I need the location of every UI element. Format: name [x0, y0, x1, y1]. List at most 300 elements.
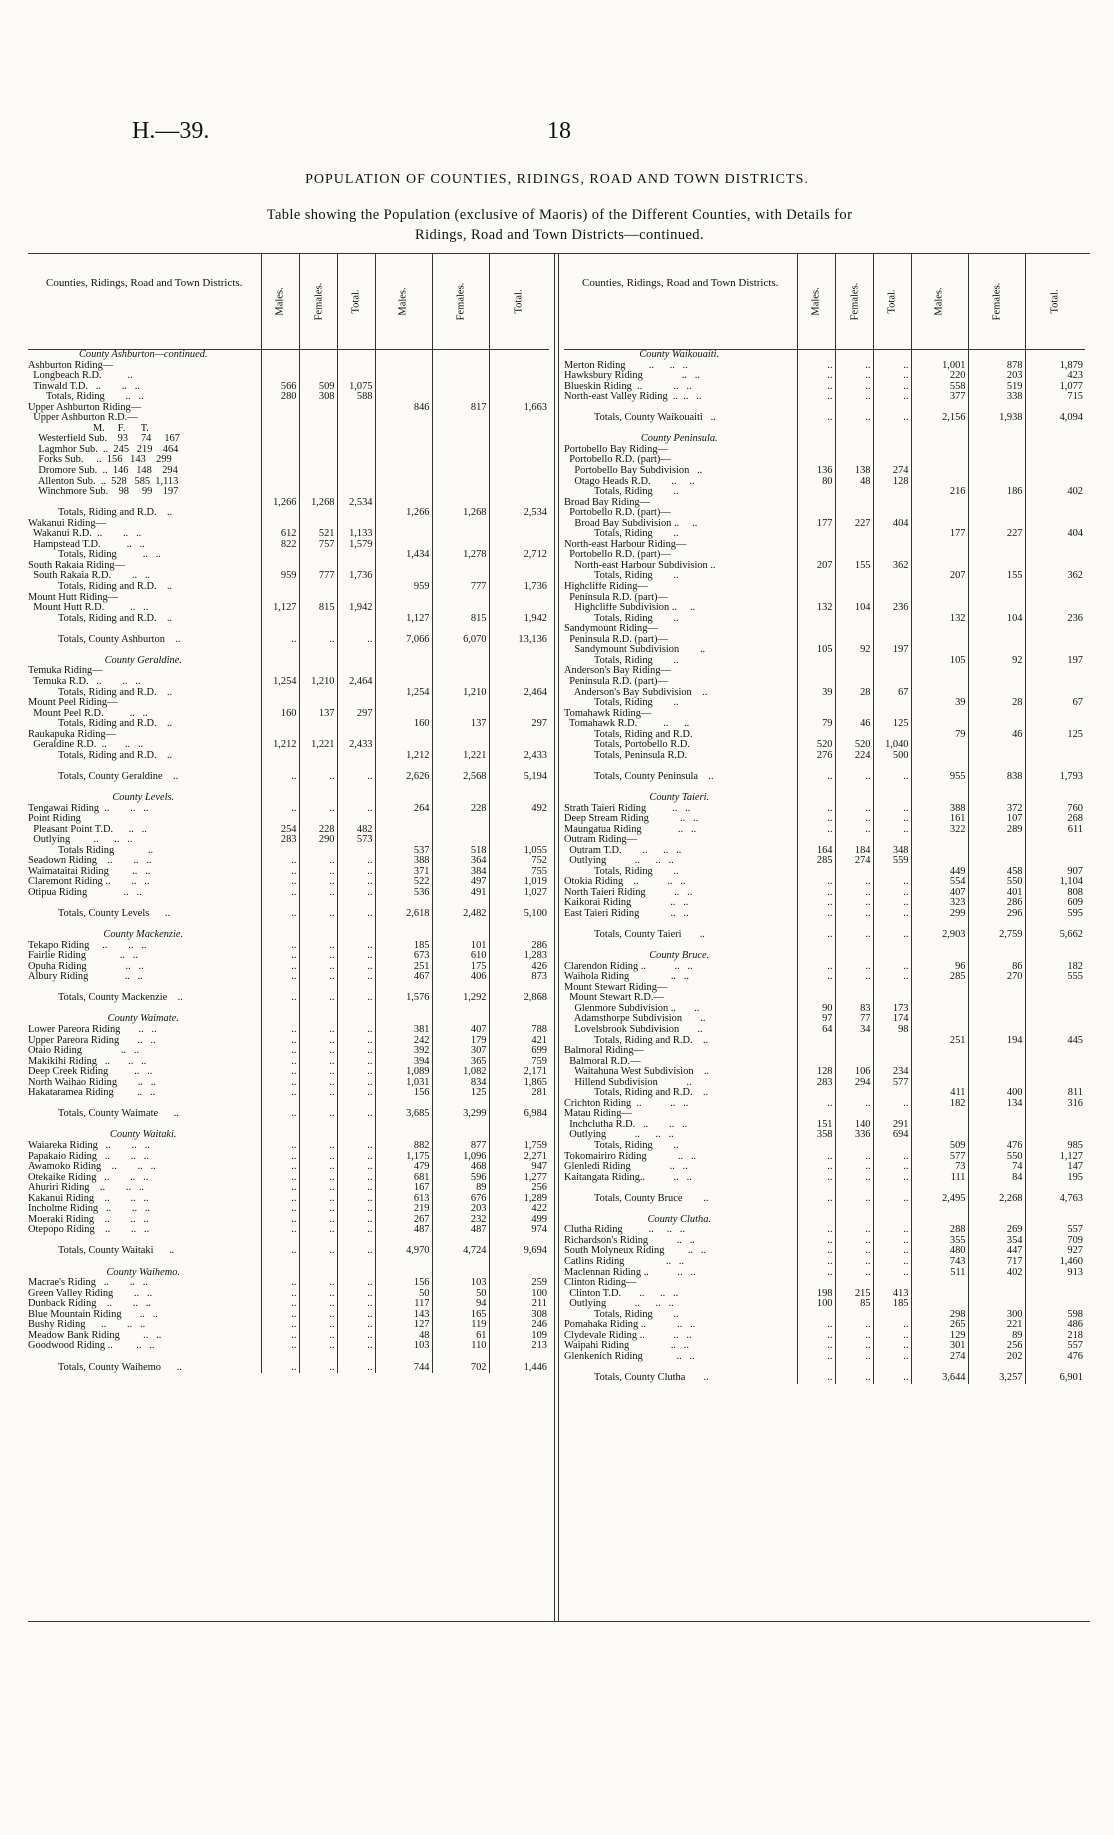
district-name-cell: Totals, County Peninsula ..: [594, 771, 714, 782]
district-name-cell: Portobello R.D. (part)—: [564, 508, 671, 519]
table-row: [28, 382, 549, 393]
total-cell: ..: [873, 413, 911, 424]
district-name-cell: Totals, County Levels ..: [58, 908, 171, 919]
spacer-row: [28, 1004, 549, 1015]
males-cell: ..: [261, 1036, 299, 1047]
table-row: [564, 719, 1085, 730]
females-2-cell: 384: [432, 867, 489, 878]
males-cell: [261, 1268, 299, 1279]
females-2-cell: [968, 434, 1025, 445]
females-2-cell: [432, 1099, 489, 1110]
males-2-cell: 537: [375, 846, 432, 857]
district-name-cell: Raukapuka Riding—: [28, 729, 117, 740]
total-cell: [337, 582, 375, 593]
district-name-cell: Totals, Riding ..: [594, 571, 679, 582]
total-2-cell: [1025, 751, 1085, 762]
females-2-cell: [968, 508, 1025, 519]
district-name-cell: Westerfield Sub. 93 74 167: [28, 434, 180, 445]
total-cell: 98: [873, 1025, 911, 1036]
females-2-cell: [432, 624, 489, 635]
males-cell: [261, 698, 299, 709]
females-cell: 308: [299, 392, 337, 403]
females-2-cell: [968, 466, 1025, 477]
table-row: [28, 1141, 549, 1152]
males-cell: [261, 561, 299, 572]
males-2-cell: 96: [911, 962, 968, 973]
district-name-cell: Hillend Subdivision ..: [564, 1077, 692, 1088]
males-cell: ..: [261, 1310, 299, 1321]
district-name-cell: Hakataramea Riding .. ..: [28, 1088, 156, 1099]
females-2-cell: 232: [432, 1215, 489, 1226]
total-cell: ..: [337, 1341, 375, 1352]
males-cell: ..: [261, 1194, 299, 1205]
spacer-row: [28, 1257, 549, 1268]
males-2-cell: [911, 846, 968, 857]
females-cell: [299, 624, 337, 635]
males-2-cell: [911, 1204, 968, 1215]
total-cell: ..: [873, 1099, 911, 1110]
females-cell: ..: [299, 1078, 337, 1089]
males-cell: ..: [261, 1204, 299, 1215]
table-row: [564, 1004, 1085, 1015]
females-2-cell: 101: [432, 941, 489, 952]
total-cell: [337, 593, 375, 604]
males-cell: [261, 614, 299, 625]
males-2-cell: [911, 1057, 968, 1068]
total-cell: [337, 477, 375, 488]
females-2-cell: 519: [968, 382, 1025, 393]
females-cell: [299, 1120, 337, 1131]
total-2-cell: 1,019: [489, 877, 549, 888]
females-2-cell: [968, 540, 1025, 551]
males-2-cell: [911, 624, 968, 635]
total-2-cell: [489, 455, 549, 466]
column-header-females: Females.: [835, 253, 873, 350]
total-cell: [337, 1120, 375, 1131]
females-cell: ..: [835, 772, 873, 783]
district-name-cell: [28, 1099, 261, 1110]
total-cell: [337, 371, 375, 382]
males-cell: [261, 898, 299, 909]
females-cell: [299, 593, 337, 604]
total-cell: ..: [873, 909, 911, 920]
total-cell: [873, 571, 911, 582]
column-header-total-2: Total.: [1025, 253, 1085, 350]
females-cell: 290: [299, 835, 337, 846]
totals-row: [564, 571, 1085, 582]
males-2-cell: 251: [375, 962, 432, 973]
total-2-cell: 611: [1025, 825, 1085, 836]
district-name-cell: Hampstead T.D. .. ..: [28, 539, 145, 550]
males-2-cell: [375, 730, 432, 741]
males-2-cell: [375, 571, 432, 582]
females-2-cell: 402: [968, 1268, 1025, 1279]
spacer-row: [564, 424, 1085, 435]
total-2-cell: 2,464: [489, 688, 549, 699]
females-2-cell: 46: [968, 730, 1025, 741]
females-2-cell: [432, 698, 489, 709]
males-cell: [797, 434, 835, 445]
total-cell: ..: [873, 888, 911, 899]
males-cell: ..: [797, 962, 835, 973]
table-row: [564, 1268, 1085, 1279]
district-name-cell: Mount Hutt Riding—: [28, 592, 119, 603]
males-2-cell: [375, 835, 432, 846]
total-2-cell: 907: [1025, 867, 1085, 878]
males-cell: 100: [797, 1299, 835, 1310]
males-cell: [797, 666, 835, 677]
district-name-cell: Balmoral R.D.—: [564, 1056, 641, 1067]
total-cell: [337, 455, 375, 466]
females-cell: ..: [835, 1257, 873, 1268]
district-name-cell: County Bruce.: [649, 951, 710, 962]
total-2-cell: [489, 487, 549, 498]
total-2-cell: 1,759: [489, 1141, 549, 1152]
table-row: [28, 1173, 549, 1184]
total-2-cell: 1,446: [489, 1363, 549, 1374]
males-cell: ..: [261, 993, 299, 1004]
total-2-cell: 2,712: [489, 550, 549, 561]
females-cell: ..: [835, 972, 873, 983]
females-2-cell: 84: [968, 1173, 1025, 1184]
column-header-total: Total.: [873, 253, 911, 350]
males-cell: [797, 656, 835, 667]
district-name-cell: Upper Ashburton R.D.—: [28, 413, 138, 424]
females-cell: [299, 730, 337, 741]
females-cell: ..: [835, 930, 873, 941]
district-name-cell: [564, 403, 797, 414]
males-2-cell: 2,618: [375, 909, 432, 920]
females-2-cell: [968, 751, 1025, 762]
total-2-cell: 297: [489, 719, 549, 730]
total-cell: [873, 1183, 911, 1194]
district-name-cell: [28, 983, 261, 994]
males-2-cell: [911, 993, 968, 1004]
males-cell: [261, 688, 299, 699]
total-cell: ..: [337, 951, 375, 962]
district-name-cell: Outlying .. .. ..: [564, 1130, 674, 1141]
district-name-cell: County Clutha.: [647, 1214, 711, 1225]
males-2-cell: 1,576: [375, 993, 432, 1004]
totals-row: [564, 751, 1085, 762]
males-cell: 128: [797, 1067, 835, 1078]
county-heading-row: [28, 793, 549, 804]
females-2-cell: [968, 1278, 1025, 1289]
total-cell: ..: [337, 1363, 375, 1374]
district-name-cell: Opuha Riding .. ..: [28, 961, 144, 972]
males-cell: 283: [261, 835, 299, 846]
total-2-cell: 1,289: [489, 1194, 549, 1205]
total-2-cell: [489, 898, 549, 909]
table-row: [28, 1036, 549, 1047]
females-cell: 77: [835, 1014, 873, 1025]
males-2-cell: 394: [375, 1057, 432, 1068]
district-name-cell: Peninsula R.D. (part)—: [564, 676, 668, 687]
females-cell: 227: [835, 519, 873, 530]
females-cell: ..: [299, 972, 337, 983]
females-2-cell: 175: [432, 962, 489, 973]
total-2-cell: [489, 466, 549, 477]
males-cell: [261, 1130, 299, 1141]
total-cell: ..: [337, 1141, 375, 1152]
males-cell: ..: [261, 1141, 299, 1152]
total-2-cell: [489, 656, 549, 667]
males-2-cell: [375, 361, 432, 372]
column-header-males: Males.: [797, 253, 835, 350]
females-cell: 509: [299, 382, 337, 393]
females-cell: [835, 993, 873, 1004]
district-name-cell: [28, 1004, 261, 1015]
males-cell: [261, 424, 299, 435]
table-row: [564, 709, 1085, 720]
males-cell: [261, 983, 299, 994]
females-2-cell: 838: [968, 772, 1025, 783]
females-cell: [835, 666, 873, 677]
males-cell: [261, 593, 299, 604]
total-2-cell: 927: [1025, 1246, 1085, 1257]
table-row: [564, 455, 1085, 466]
males-cell: 105: [797, 645, 835, 656]
total-2-cell: 555: [1025, 972, 1085, 983]
males-2-cell: [375, 793, 432, 804]
total-2-cell: 445: [1025, 1036, 1085, 1047]
district-name-cell: [564, 1183, 797, 1194]
males-2-cell: 1,031: [375, 1078, 432, 1089]
females-2-cell: 89: [968, 1331, 1025, 1342]
total-cell: [873, 730, 911, 741]
females-cell: [299, 719, 337, 730]
column-header-total: Total.: [337, 253, 375, 350]
table-row: [28, 1331, 549, 1342]
total-cell: [873, 761, 911, 772]
males-cell: ..: [261, 951, 299, 962]
table-row: [28, 972, 549, 983]
females-2-cell: [432, 730, 489, 741]
females-cell: 777: [299, 571, 337, 582]
county-heading-row: [28, 1130, 549, 1141]
males-2-cell: 103: [375, 1341, 432, 1352]
males-2-cell: 207: [911, 571, 968, 582]
table-row: [28, 477, 549, 488]
males-cell: ..: [261, 867, 299, 878]
totals-row: [28, 1109, 549, 1120]
total-2-cell: [489, 445, 549, 456]
spacer-row: [564, 761, 1085, 772]
females-cell: ..: [299, 1246, 337, 1257]
table-row: [564, 1225, 1085, 1236]
total-2-cell: 811: [1025, 1088, 1085, 1099]
males-cell: [261, 645, 299, 656]
males-2-cell: 1,001: [911, 361, 968, 372]
table-row: [564, 550, 1085, 561]
females-2-cell: [968, 455, 1025, 466]
table-row: [28, 835, 549, 846]
district-name-cell: Balmoral Riding—: [564, 1046, 644, 1057]
total-cell: 577: [873, 1078, 911, 1089]
females-2-cell: [432, 361, 489, 372]
total-2-cell: [1025, 856, 1085, 867]
males-cell: [797, 529, 835, 540]
females-2-cell: [432, 529, 489, 540]
males-cell: ..: [797, 1373, 835, 1384]
total-cell: 291: [873, 1120, 911, 1131]
males-cell: ..: [261, 962, 299, 973]
total-cell: [873, 593, 911, 604]
males-2-cell: [911, 793, 968, 804]
spacer-row: [564, 941, 1085, 952]
district-name-cell: Totals, Riding and R.D. ..: [594, 1035, 709, 1046]
males-cell: ..: [797, 1194, 835, 1205]
total-2-cell: 913: [1025, 1268, 1085, 1279]
total-2-cell: [489, 677, 549, 688]
males-2-cell: 299: [911, 909, 968, 920]
right-header-row: [564, 253, 1085, 350]
females-cell: ..: [835, 382, 873, 393]
males-2-cell: 388: [375, 856, 432, 867]
total-cell: [873, 487, 911, 498]
total-cell: ..: [873, 1236, 911, 1247]
total-2-cell: 759: [489, 1057, 549, 1068]
males-cell: [261, 550, 299, 561]
males-2-cell: [375, 761, 432, 772]
females-cell: [299, 361, 337, 372]
males-2-cell: 744: [375, 1363, 432, 1374]
total-2-cell: 699: [489, 1046, 549, 1057]
district-name-cell: Totals, County Ashburton ..: [58, 634, 181, 645]
females-cell: [299, 656, 337, 667]
females-2-cell: [432, 835, 489, 846]
total-2-cell: 286: [489, 941, 549, 952]
males-cell: ..: [797, 1320, 835, 1331]
total-cell: [873, 677, 911, 688]
table-row: [564, 624, 1085, 635]
total-cell: [337, 920, 375, 931]
males-2-cell: 301: [911, 1341, 968, 1352]
females-cell: [835, 983, 873, 994]
district-name-cell: Clydevale Riding .. .. ..: [564, 1330, 692, 1341]
total-cell: [873, 403, 911, 414]
females-2-cell: [968, 709, 1025, 720]
total-cell: ..: [337, 635, 375, 646]
females-cell: 137: [299, 709, 337, 720]
males-2-cell: 7,066: [375, 635, 432, 646]
females-cell: [835, 1109, 873, 1120]
females-2-cell: [968, 550, 1025, 561]
district-name-cell: Otaio Riding .. ..: [28, 1046, 140, 1057]
district-name-cell: Lower Pareora Riding .. ..: [28, 1025, 157, 1035]
males-2-cell: 511: [911, 1268, 968, 1279]
table-row: [564, 1057, 1085, 1068]
females-2-cell: 1,278: [432, 550, 489, 561]
total-cell: [337, 645, 375, 656]
total-cell: ..: [337, 867, 375, 878]
table-row: [564, 519, 1085, 530]
males-cell: ..: [797, 1257, 835, 1268]
total-cell: ..: [873, 1194, 911, 1205]
total-cell: [873, 529, 911, 540]
total-2-cell: [1025, 1183, 1085, 1194]
males-2-cell: [911, 1120, 968, 1131]
district-name-cell: [564, 1204, 797, 1215]
total-2-cell: 213: [489, 1341, 549, 1352]
table-row: [28, 951, 549, 962]
district-name-cell: County Levels.: [112, 792, 175, 803]
females-2-cell: 165: [432, 1310, 489, 1321]
females-2-cell: 676: [432, 1194, 489, 1205]
total-2-cell: 1,460: [1025, 1257, 1085, 1268]
total-cell: 125: [873, 719, 911, 730]
district-name-cell: Totals, Riding ..: [594, 529, 679, 540]
table-row: [564, 846, 1085, 857]
total-cell: [337, 730, 375, 741]
females-cell: ..: [835, 1194, 873, 1205]
males-2-cell: 392: [375, 1046, 432, 1057]
table-row: [564, 993, 1085, 1004]
table-row: [28, 498, 549, 509]
males-cell: [797, 455, 835, 466]
total-2-cell: [1025, 624, 1085, 635]
females-2-cell: [968, 793, 1025, 804]
total-cell: [337, 698, 375, 709]
females-2-cell: [968, 498, 1025, 509]
table-row: [28, 804, 549, 815]
table-row: [564, 856, 1085, 867]
spacer-row: [28, 624, 549, 635]
subtitle-line-1: Table showing the Population (exclusive of Maoris) of the Different Counties, with Details for: [266, 207, 853, 223]
district-name-cell: Forks Sub. .. 156 143 299: [28, 455, 172, 466]
total-2-cell: 476: [1025, 1352, 1085, 1363]
females-cell: [299, 1130, 337, 1141]
totals-row: [564, 413, 1085, 424]
total-2-cell: 197: [1025, 656, 1085, 667]
females-cell: 274: [835, 856, 873, 867]
males-cell: [797, 1204, 835, 1215]
total-cell: [337, 487, 375, 498]
females-cell: [835, 624, 873, 635]
total-2-cell: 609: [1025, 898, 1085, 909]
females-2-cell: [432, 434, 489, 445]
district-name-cell: Waitahuna West Subdivision ..: [564, 1067, 710, 1078]
males-2-cell: [375, 698, 432, 709]
females-2-cell: 110: [432, 1341, 489, 1352]
males-2-cell: [911, 508, 968, 519]
females-2-cell: 817: [432, 403, 489, 414]
total-2-cell: [1025, 1057, 1085, 1068]
totals-row: [28, 550, 549, 561]
males-2-cell: [375, 666, 432, 677]
total-cell: ..: [337, 1109, 375, 1120]
district-name-cell: County Waikouaiti.: [639, 349, 720, 360]
total-cell: [337, 424, 375, 435]
district-name-cell: [28, 898, 261, 909]
district-name-cell: Otago Heads R.D. .. ..: [564, 476, 695, 487]
males-2-cell: 377: [911, 392, 968, 403]
males-2-cell: 449: [911, 867, 968, 878]
table-row: [564, 909, 1085, 920]
district-name-cell: Mount Stewart Riding—: [564, 982, 668, 993]
total-2-cell: [489, 645, 549, 656]
females-cell: [835, 1204, 873, 1215]
females-cell: [835, 498, 873, 509]
females-2-cell: 307: [432, 1046, 489, 1057]
district-name-cell: County Mackenzie.: [103, 930, 184, 941]
district-name-cell: Seadown Riding .. .. ..: [28, 856, 152, 867]
district-name-cell: North Waihao Riding .. ..: [28, 1077, 156, 1088]
males-cell: 1,127: [261, 603, 299, 614]
totals-row: [564, 1194, 1085, 1205]
county-heading-row: [28, 656, 549, 667]
males-2-cell: 117: [375, 1299, 432, 1310]
